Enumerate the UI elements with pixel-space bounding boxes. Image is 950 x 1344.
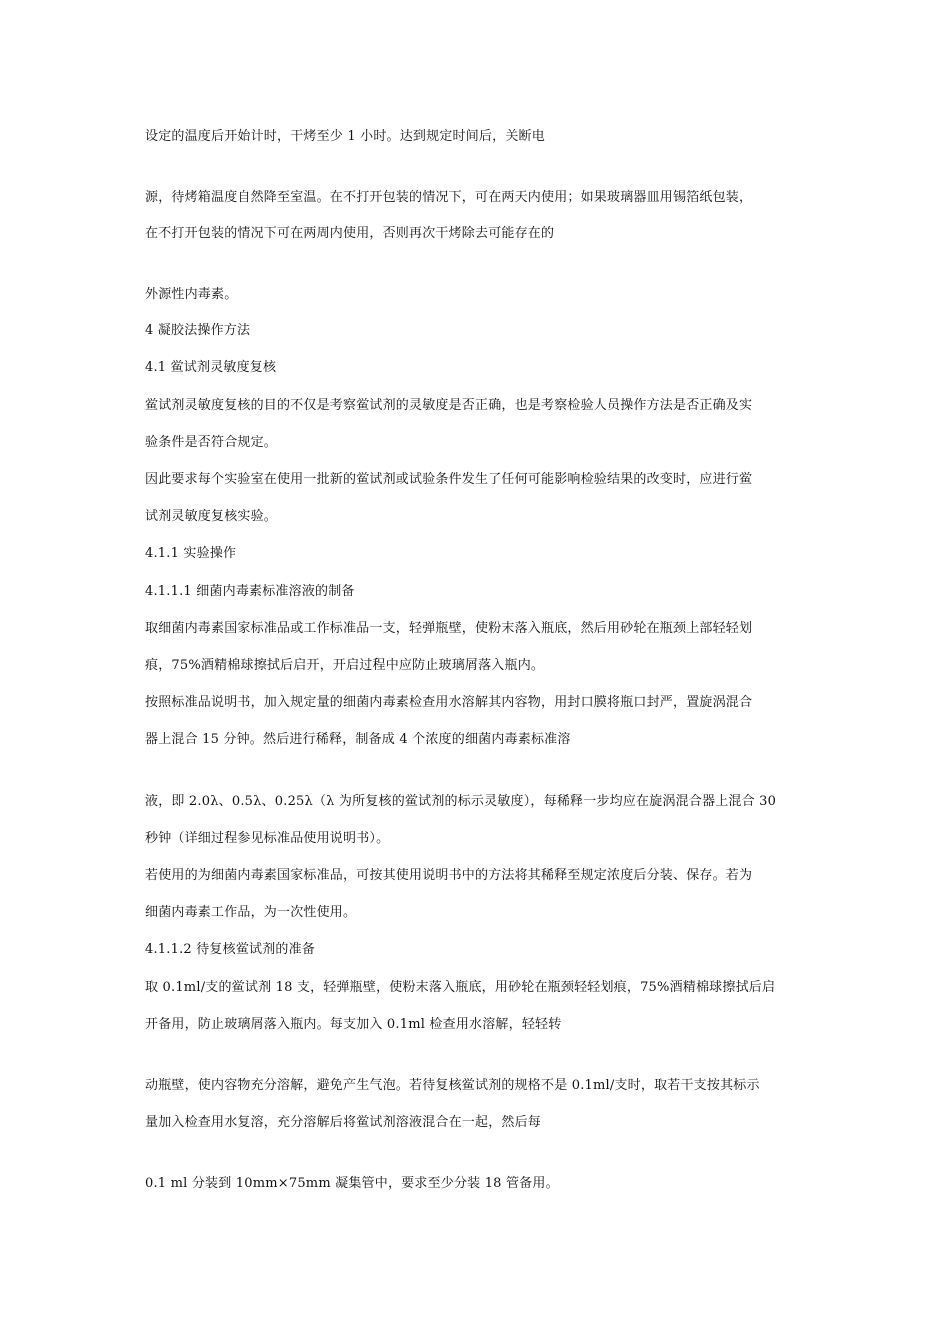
text-line: 设定的温度后开始计时，干烤至少 1 小时。达到规定时间后，关断电	[145, 129, 545, 144]
text-line: 0.1 ml 分装到 10mm×75mm 凝集管中，要求至少分装 18 管备用。	[145, 1176, 559, 1191]
text-line: 外源性内毒素。	[145, 287, 238, 302]
text-line: 量加入检查用水复溶，充分溶解后将鲎试剂溶液混合在一起，然后每	[145, 1115, 542, 1130]
subsection-heading: 4.1.1.1 细菌内毒素标准溶液的制备	[145, 584, 355, 599]
subsection-heading: 4.1.1 实验操作	[145, 546, 237, 561]
text-line: 开备用，防止玻璃屑落入瓶内。每支加入 0.1ml 检查用水溶解，轻轻转	[145, 1017, 562, 1032]
text-line: 验条件是否符合规定。	[145, 435, 278, 450]
text-line: 秒钟（详细过程参见标准品使用说明书）。	[145, 831, 390, 846]
text-line: 按照标准品说明书，加入规定量的细菌内毒素检查用水溶解其内容物，用封口膜将瓶口封严，置旋涡混合	[145, 695, 753, 710]
section-heading: 4 凝胶法操作方法	[145, 323, 251, 338]
text-line: 取细菌内毒素国家标准品或工作标准品一支，轻弹瓶壁，使粉末落入瓶底，然后用砂轮在瓶颈上部轻轻划	[145, 621, 753, 636]
text-line: 器上混合 15 分钟。然后进行稀释，制备成 4 个浓度的细菌内毒素标准溶	[145, 732, 571, 747]
text-line: 细菌内毒素工作品，为一次性使用。	[145, 905, 357, 920]
text-line: 液，即 2.0λ、0.5λ、0.25λ（λ 为所复核的鲎试剂的标示灵敏度），每稀释一步均应在旋涡混合器上混合 30	[145, 794, 777, 809]
subsection-heading: 4.1.1.2 待复核鲎试剂的准备	[145, 942, 316, 957]
text-line: 鲎试剂灵敏度复核的目的不仅是考察鲎试剂的灵敏度是否正确，也是考察检验人员操作方法是否正确及实	[145, 398, 753, 413]
text-line: 源，待烤箱温度自然降至室温。在不打开包装的情况下，可在两天内使用；如果玻璃器皿用锡箔纸包装，	[145, 190, 753, 205]
text-line: 取 0.1ml/支的鲎试剂 18 支，轻弹瓶壁，使粉末落入瓶底，用砂轮在瓶颈轻轻划痕，75%酒精棉球擦拭后启	[145, 980, 776, 995]
text-line: 痕，75%酒精棉球擦拭后启开，开启过程中应防止玻璃屑落入瓶内。	[145, 658, 545, 673]
text-line: 在不打开包装的情况下可在两周内使用，否则再次干烤除去可能存在的	[145, 226, 555, 241]
text-line: 动瓶壁，使内容物充分溶解，避免产生气泡。若待复核鲎试剂的规格不是 0.1ml/支时，取若干支按其标示	[145, 1078, 760, 1093]
text-line: 试剂灵敏度复核实验。	[145, 509, 278, 524]
text-line: 若使用的为细菌内毒素国家标准品，可按其使用说明书中的方法将其稀释至规定浓度后分装、保存。若为	[145, 868, 753, 883]
text-line: 因此要求每个实验室在使用一批新的鲎试剂或试验条件发生了任何可能影响检验结果的改变时，应进行鲎	[145, 472, 753, 487]
subsection-heading: 4.1 鲎试剂灵敏度复核	[145, 360, 277, 375]
